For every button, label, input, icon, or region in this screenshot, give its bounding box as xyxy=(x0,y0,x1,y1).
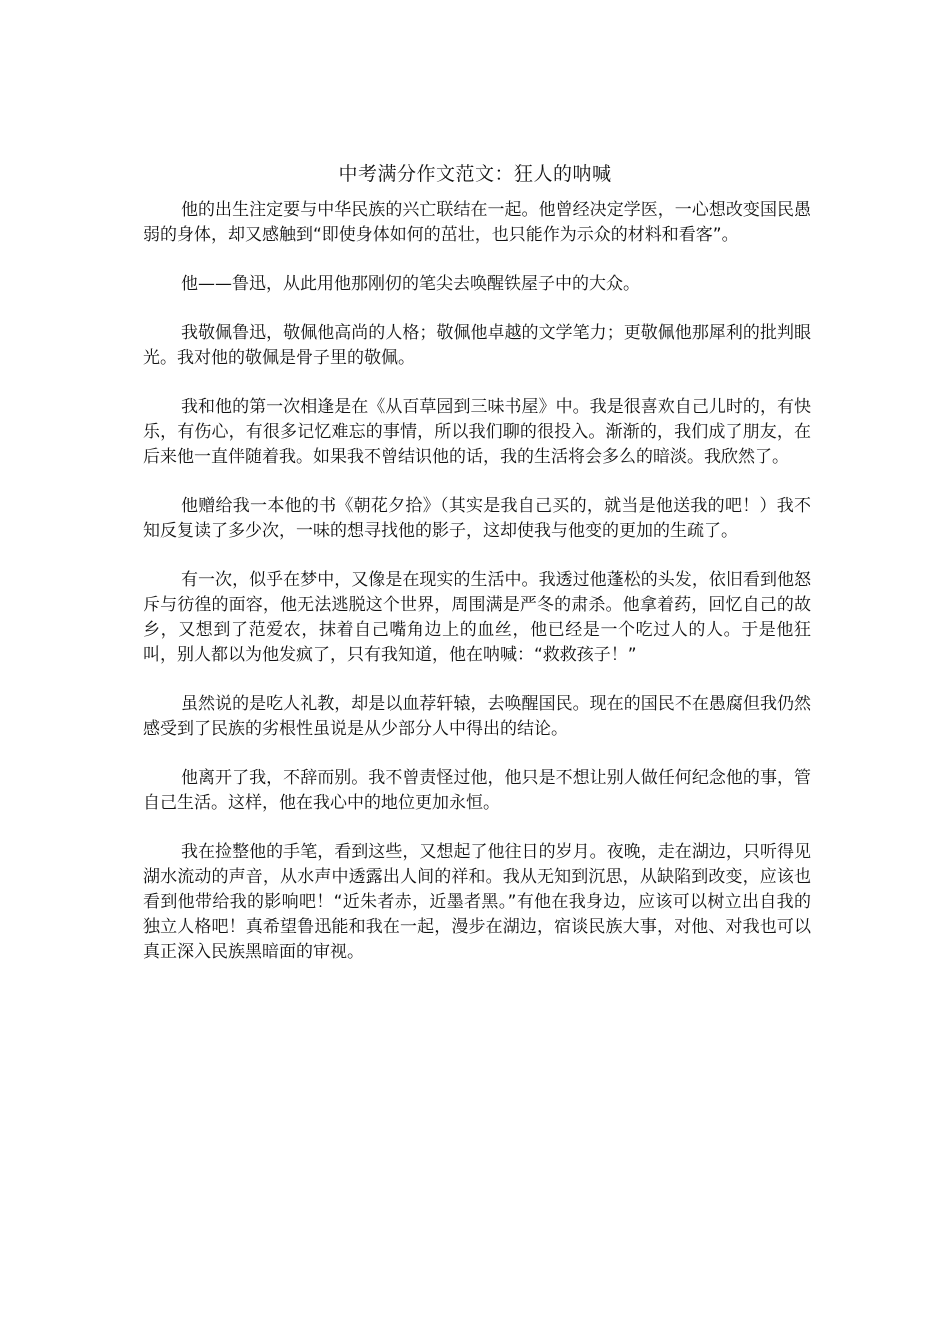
paragraph: 他赠给我一本他的书《朝花夕拾》（其实是我自己买的，就当是他送我的吧！）我不知反复读了多少次，一味的想寻找他的影子，这却使我与他变的更加的生疏了。 xyxy=(143,496,811,541)
paragraph: 他离开了我，不辞而别。我不曾责怪过他，他只是不想让别人做任何纪念他的事，管自己生活。这样，他在我心中的地位更加永恒。 xyxy=(143,768,811,813)
paragraph: 有一次，似乎在梦中，又像是在现实的生活中。我透过他蓬松的头发，依旧看到他怒斥与彷徨的面容，他无法逃脱这个世界，周围满是严冬的肃杀。他拿着药，回忆自己的故乡，又想到了范爱农，抹着自己嘴角边上的血丝，他已经是一个吃过人的人。于是他狂叫，别人都以为他发疯了，只有我知道，他在呐喊：“救救孩子！” xyxy=(143,570,811,665)
paragraph: 虽然说的是吃人礼教，却是以血荐轩辕，去唤醒国民。现在的国民不在愚腐但我仍然感受到了民族的劣根性虽说是从少部分人中得出的结论。 xyxy=(143,694,811,739)
paragraph: 我和他的第一次相逢是在《从百草园到三味书屋》中。我是很喜欢自己儿时的，有快乐，有伤心，有很多记忆难忘的事情，所以我们聊的很投入。渐渐的，我们成了朋友，在后来他一直伴随着我。如果我不曾结识他的话，我的生活将会多么的暗淡。我欣然了。 xyxy=(143,397,811,467)
document-title: 中考满分作文范文：狂人的呐喊 xyxy=(338,163,612,185)
paragraph: 我敬佩鲁迅，敬佩他高尚的人格；敬佩他卓越的文学笔力；更敬佩他那犀利的批判眼光。我对他的敬佩是骨子里的敬佩。 xyxy=(143,323,811,368)
paragraph: 我在捡整他的手笔，看到这些，又想起了他往日的岁月。夜晚，走在湖边，只听得见湖水流动的声音，从水声中透露出人间的祥和。我从无知到沉思，从缺陷到改变，应该也看到他带给我的影响吧！“近朱者赤，近墨者黑。”有他在我身边，应该可以树立出自我的独立人格吧！真希望鲁迅能和我在一起，漫步在湖边，宿谈民族大事，对他、对我也可以真正深入民族黑暗面的审视。 xyxy=(143,842,811,962)
paragraph: 他——鲁迅，从此用他那刚仞的笔尖去唤醒铁屋子中的大众。 xyxy=(181,274,640,294)
document-body xyxy=(143,198,811,989)
paragraph: 他的出生注定要与中华民族的兴亡联结在一起。他曾经决定学医，一心想改变国民愚弱的身体，却又感触到“即使身体如何的茁壮，也只能作为示众的材料和看客”。 xyxy=(143,200,811,245)
